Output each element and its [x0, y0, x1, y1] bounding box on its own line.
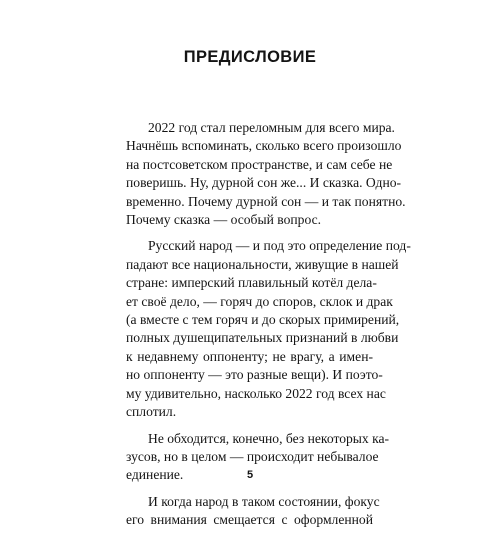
text-line: к недавнему оппоненту; не врагу, а имен- — [126, 348, 373, 364]
text-line: Русский народ — и под это определение под- — [148, 238, 411, 254]
text-line: его внимания смещается с оформленной — [126, 512, 373, 528]
text-line: поверишь. Ну, дурной сон же... И сказка. Одно- — [126, 175, 402, 191]
text-line: И когда народ в таком состоянии, фокус — [148, 493, 380, 509]
text-line: му удивительно, насколько 2022 год всех нас — [126, 385, 386, 401]
paragraph — [126, 119, 406, 229]
text-line: (а вместе с тем горяч и до скорых примирений, — [126, 312, 400, 328]
text-line: полных душещипательных признаний в любви — [126, 330, 399, 346]
text-line: падают все национальности, живущие в нашей — [126, 256, 399, 272]
text-line: стране: имперский плавильный котёл дела- — [126, 275, 377, 291]
chapter-title: ПРЕДИСЛОВИЕ — [183, 48, 317, 66]
text-line: 2022 год стал переломным для всего мира. — [148, 120, 395, 135]
page-number: 5 — [246, 469, 254, 481]
text-line: Не обходится, конечно, без некоторых ка- — [148, 430, 390, 446]
text-line: единение. — [126, 467, 184, 483]
text-line: ет своё дело, — горяч до споров, склок и драк — [126, 293, 393, 309]
text-line: временно. Почему дурной сон — и так понятно. — [126, 193, 406, 209]
text-line: но оппоненту — это разные вещи). И поэто- — [126, 367, 383, 383]
paragraph — [126, 237, 411, 421]
text-line: Начнёшь вспоминать, сколько всего произошло — [126, 138, 402, 154]
text-line: на постсоветском пространстве, и сам себе не — [126, 156, 393, 172]
text-line: сплотил. — [126, 404, 177, 420]
text-line: зусов, но в целом — происходит небывалое — [126, 448, 379, 464]
paragraph — [126, 493, 380, 530]
text-line: Почему сказка — особый вопрос. — [126, 212, 322, 228]
